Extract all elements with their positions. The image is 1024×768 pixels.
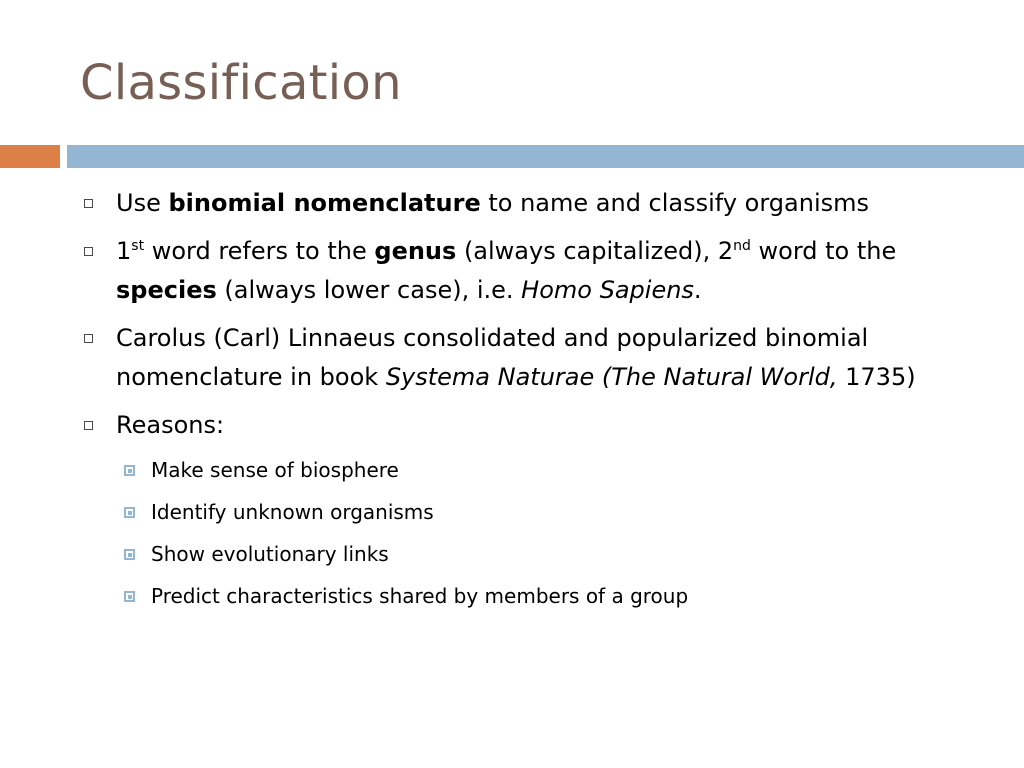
bold-term: genus	[374, 237, 457, 265]
bullet-item-reasons	[80, 406, 1000, 445]
accent-bar-blue	[67, 145, 1024, 168]
reasons-list	[80, 454, 1000, 613]
bold-term: binomial nomenclature	[168, 189, 481, 217]
text-run: (always capitalized), 2	[456, 237, 734, 265]
bullet-item-linnaeus	[80, 319, 1000, 397]
sub-bullet-item	[80, 580, 1000, 613]
bullet-text	[116, 324, 916, 391]
slide-title: Classification	[80, 55, 402, 111]
sub-bullet-item	[80, 538, 1000, 571]
text-run: word to the	[750, 237, 897, 265]
text-run: 1	[116, 237, 132, 265]
accent-bar-orange	[0, 145, 60, 168]
text-run: word refers to the	[144, 237, 375, 265]
hollow-square-icon	[84, 247, 93, 256]
text-run: to name and classify organisms	[480, 189, 869, 217]
framed-square-icon	[124, 507, 135, 518]
framed-square-icon	[124, 465, 135, 476]
framed-square-icon	[124, 549, 135, 560]
bullet-text	[116, 237, 896, 304]
bold-term: species	[116, 276, 217, 304]
text-run: 1735)	[837, 363, 916, 391]
sub-bullet-text: Make sense of biosphere	[151, 458, 399, 482]
sub-bullet-item	[80, 496, 1000, 529]
bullet-item-binomial	[80, 184, 1000, 223]
bullet-text	[116, 189, 869, 217]
hollow-square-icon	[84, 334, 93, 343]
text-run: .	[693, 276, 702, 304]
text-run: Carolus (Carl) Linnaeus consolidated and popularized binomial nomenclature in book	[116, 324, 869, 391]
framed-square-icon	[124, 591, 135, 602]
bullet-text: Reasons:	[116, 411, 225, 439]
sub-bullet-text: Identify unknown organisms	[151, 500, 434, 524]
sub-bullet-text: Show evolutionary links	[151, 542, 389, 566]
sub-bullet-text: Predict characteristics shared by members of a group	[151, 584, 689, 608]
text-run: Use	[116, 189, 169, 217]
slide-body	[80, 184, 1000, 622]
italic-term: Systema Naturae (The Natural World,	[385, 363, 838, 391]
hollow-square-icon	[84, 421, 93, 430]
italic-term: Homo Sapiens	[521, 276, 694, 304]
sub-bullet-item	[80, 454, 1000, 487]
bullet-item-genus-species	[80, 232, 1000, 310]
superscript: nd	[733, 238, 751, 254]
superscript: st	[131, 238, 145, 254]
text-run: (always lower case), i.e.	[216, 276, 522, 304]
hollow-square-icon	[84, 199, 93, 208]
